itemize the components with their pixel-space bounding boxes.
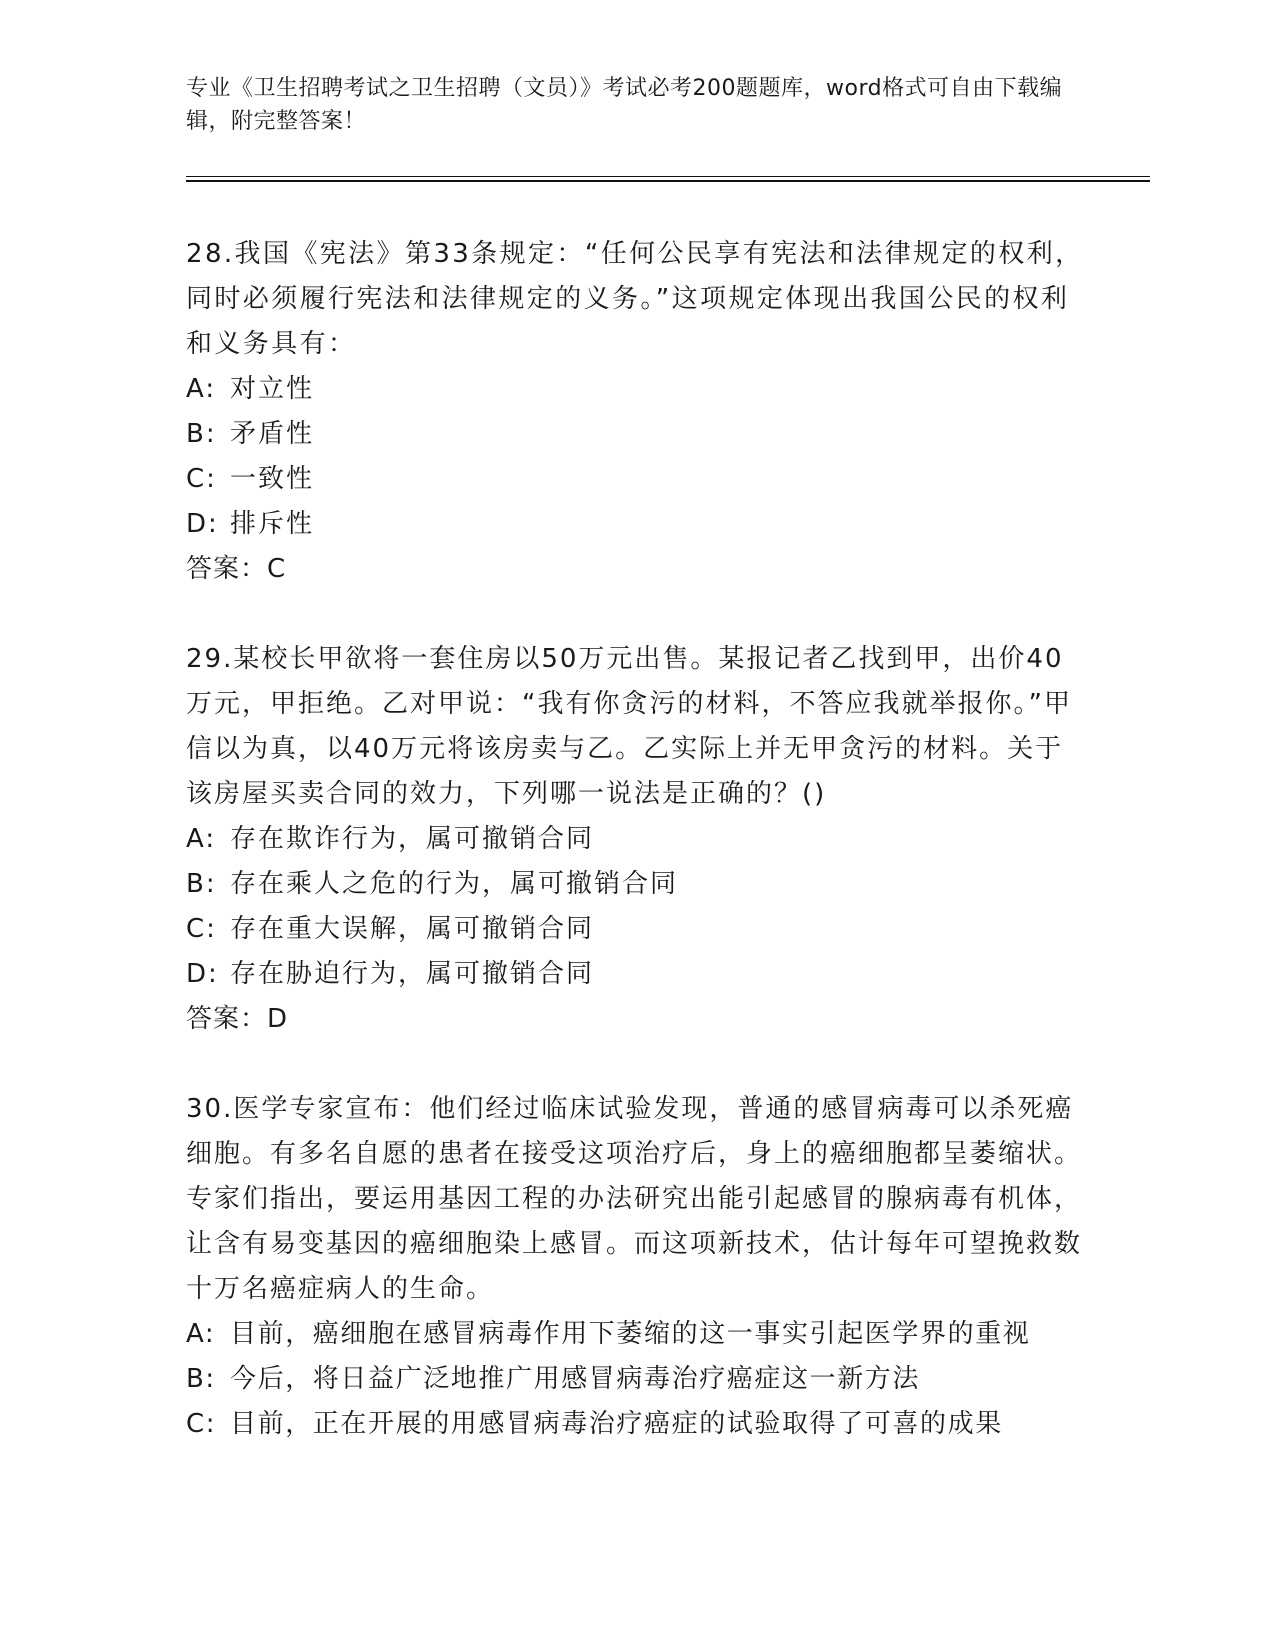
question-text: 28.我国《宪法》第33条规定：“任何公民享有宪法和法律规定的权利，同时必须履行宪法和法律规定的义务。”这项规定体现出我国公民的权利和义务具有：: [186, 239, 1084, 359]
question-text: 29.某校长甲欲将一套住房以50万元出售。某报记者乙找到甲，出价40万元，甲拒绝。乙对甲说：“我有你贪污的材料，不答应我就举报你。”甲信以为真，以40万元将该房卖与乙。乙实际上并无甲贪污的材料。关于该房屋买卖合同的效力，下列哪一说法是正确的？(): [186, 644, 1072, 809]
header-rule-thin: [186, 176, 1150, 177]
option-text: 存在胁迫行为，属可撤销合同: [230, 959, 595, 989]
option-a: [186, 367, 1086, 412]
option-letter: A:: [186, 374, 217, 404]
option-letter: A:: [186, 824, 217, 854]
option-b: [186, 1357, 1086, 1402]
option-a: [186, 1312, 1086, 1357]
option-text: 对立性: [230, 374, 315, 404]
option-d: [186, 502, 1086, 547]
option-letter: C:: [186, 464, 217, 494]
option-text: 存在重大误解，属可撤销合同: [230, 914, 595, 944]
answer-line: 答案：D: [186, 1004, 289, 1034]
option-text: 排斥性: [230, 509, 315, 539]
option-text: 存在乘人之危的行为，属可撤销合同: [230, 869, 679, 899]
option-letter: B:: [186, 1364, 216, 1394]
option-b: [186, 412, 1086, 457]
question-28: [186, 232, 1086, 592]
option-text: 一致性: [230, 464, 315, 494]
option-a: [186, 817, 1086, 862]
option-letter: A:: [186, 1319, 216, 1349]
option-letter: B:: [186, 869, 217, 899]
option-letter: C:: [186, 914, 217, 944]
option-letter: D:: [186, 509, 219, 539]
option-b: [186, 862, 1086, 907]
option-c: [186, 457, 1086, 502]
option-c: [186, 1402, 1086, 1447]
question-29: [186, 637, 1086, 1042]
option-text: 存在欺诈行为，属可撤销合同: [230, 824, 595, 854]
answer-line: 答案：C: [186, 554, 287, 584]
question-text: 30.医学专家宣布：他们经过临床试验发现，普通的感冒病毒可以杀死癌细胞。有多名自愿的患者在接受这项治疗后，身上的癌细胞都呈萎缩状。专家们指出，要运用基因工程的办法研究出能引起感冒的腺病毒有机体，让含有易变基因的癌细胞染上感冒。而这项新技术，估计每年可望挽救数十万名癌症病人的生命。: [186, 1094, 1083, 1304]
header-rule-thick: [186, 180, 1150, 182]
option-text: 矛盾性: [230, 419, 315, 449]
option-text: 目前，癌细胞在感冒病毒作用下萎缩的这一事实引起医学界的重视: [230, 1319, 1031, 1349]
question-list: [186, 232, 1086, 1492]
document-header: 专业《卫生招聘考试之卫生招聘（文员）》考试必考200题题库，word格式可自由下载编辑，附完整答案！: [186, 76, 1063, 134]
option-letter: D:: [186, 959, 219, 989]
option-text: 今后，将日益广泛地推广用感冒病毒治疗癌症这一新方法: [230, 1364, 921, 1394]
option-d: [186, 952, 1086, 997]
option-c: [186, 907, 1086, 952]
option-letter: B:: [186, 419, 217, 449]
question-30: [186, 1087, 1086, 1447]
option-letter: C:: [186, 1409, 217, 1439]
option-text: 目前，正在开展的用感冒病毒治疗癌症的试验取得了可喜的成果: [230, 1409, 1003, 1439]
